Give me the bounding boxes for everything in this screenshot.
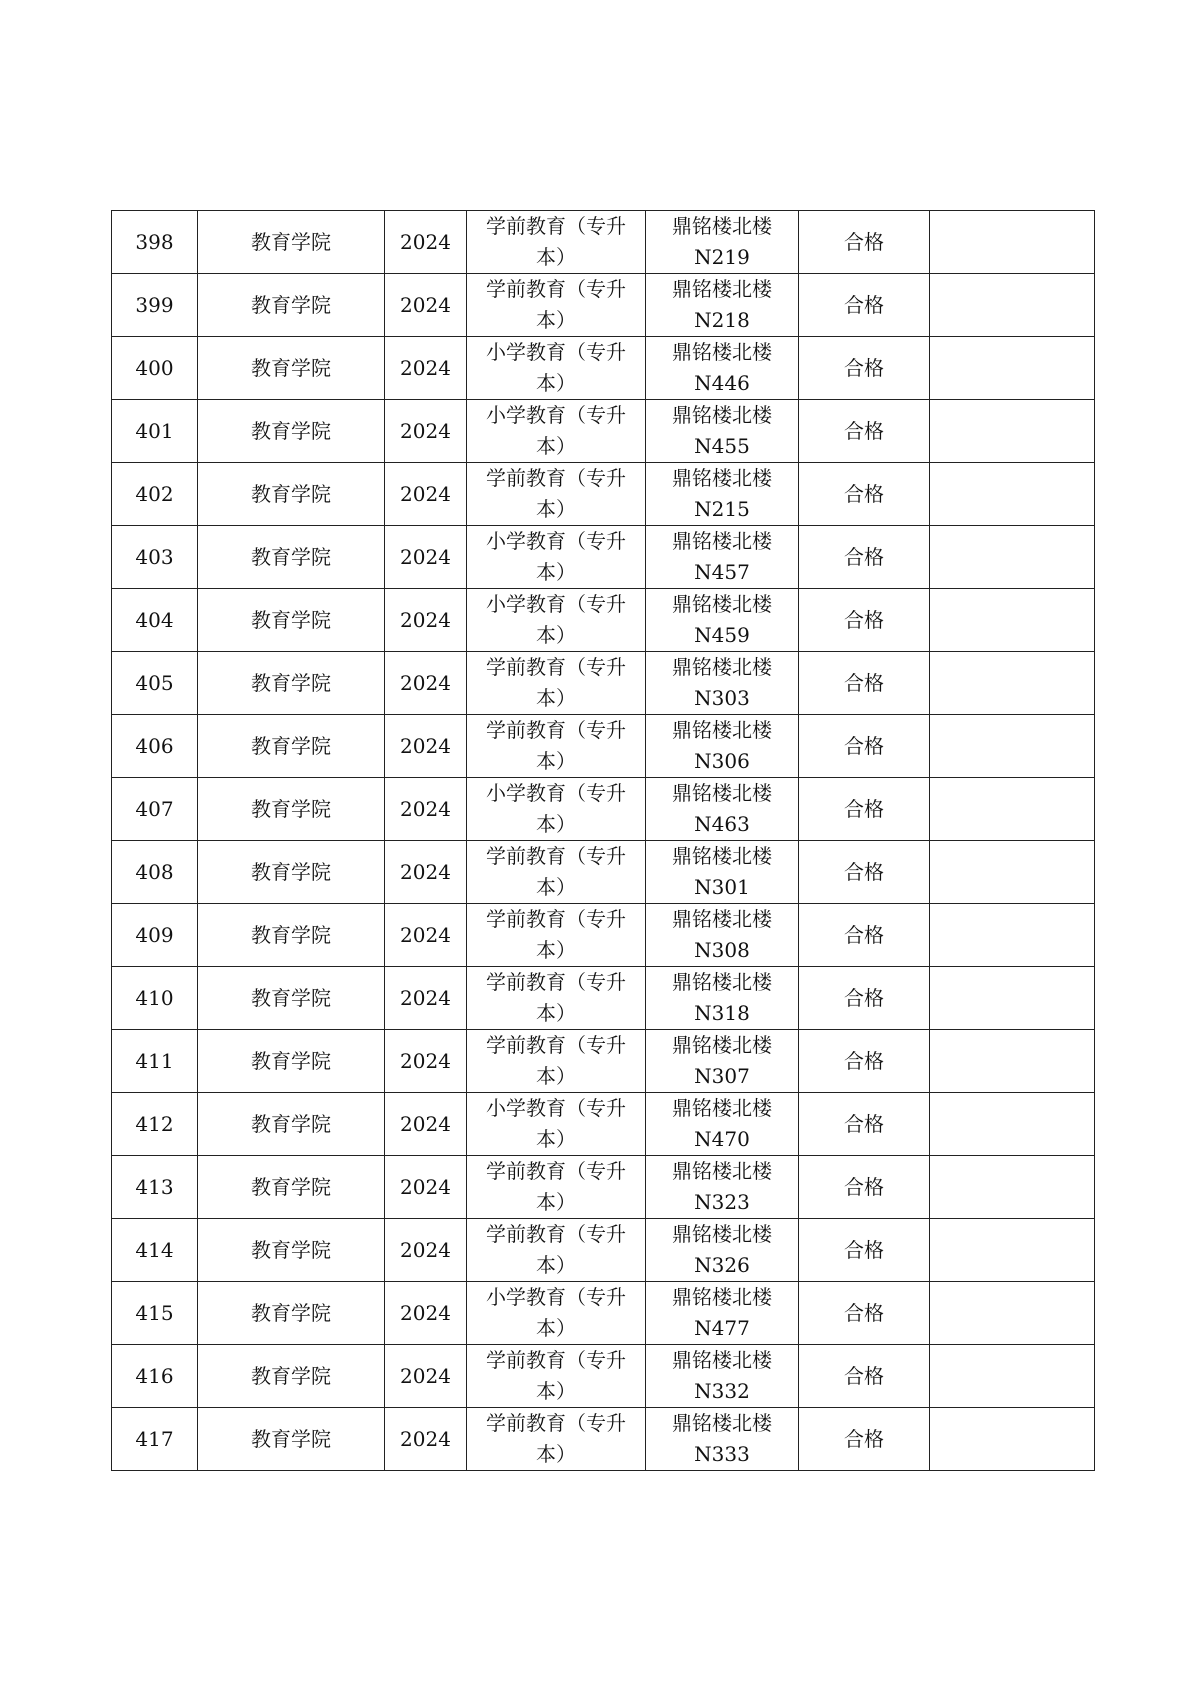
cell-major xyxy=(467,652,646,715)
cell-number: 412 xyxy=(112,1093,198,1156)
cell-room-line-2: N306 xyxy=(694,749,750,773)
cell-room xyxy=(646,1030,799,1093)
cell-major xyxy=(467,589,646,652)
cell-year: 2024 xyxy=(385,1219,467,1282)
cell-year: 2024 xyxy=(385,1093,467,1156)
cell-major xyxy=(467,904,646,967)
cell-major xyxy=(467,526,646,589)
cell-room xyxy=(646,1282,799,1345)
cell-number: 406 xyxy=(112,715,198,778)
cell-major-line-1: 学前教育（专升 xyxy=(486,1033,626,1057)
cell-year: 2024 xyxy=(385,1408,467,1471)
cell-note xyxy=(930,1093,1095,1156)
cell-note xyxy=(930,778,1095,841)
cell-room xyxy=(646,904,799,967)
cell-note xyxy=(930,1156,1095,1219)
cell-result: 合格 xyxy=(799,274,930,337)
cell-room-line-1: 鼎铭楼北楼 xyxy=(672,1411,772,1435)
cell-major-line-2: 本） xyxy=(536,1127,576,1151)
table-row xyxy=(112,1156,1095,1219)
cell-room-line-1: 鼎铭楼北楼 xyxy=(672,529,772,553)
cell-major-line-1: 小学教育（专升 xyxy=(486,529,626,553)
table-row xyxy=(112,526,1095,589)
cell-major-line-2: 本） xyxy=(536,1316,576,1340)
cell-room-line-2: N301 xyxy=(694,875,750,899)
cell-room xyxy=(646,589,799,652)
cell-college: 教育学院 xyxy=(198,1156,385,1219)
cell-major xyxy=(467,967,646,1030)
cell-room xyxy=(646,337,799,400)
table-row xyxy=(112,904,1095,967)
cell-year: 2024 xyxy=(385,211,467,274)
cell-major-line-1: 学前教育（专升 xyxy=(486,466,626,490)
table-row xyxy=(112,967,1095,1030)
cell-result: 合格 xyxy=(799,400,930,463)
table-row xyxy=(112,715,1095,778)
cell-major-line-1: 学前教育（专升 xyxy=(486,907,626,931)
cell-major-line-1: 小学教育（专升 xyxy=(486,592,626,616)
cell-room xyxy=(646,715,799,778)
cell-year: 2024 xyxy=(385,1282,467,1345)
cell-major xyxy=(467,337,646,400)
table-row xyxy=(112,1345,1095,1408)
cell-room-line-1: 鼎铭楼北楼 xyxy=(672,907,772,931)
cell-number: 404 xyxy=(112,589,198,652)
cell-note xyxy=(930,1030,1095,1093)
cell-room-line-2: N470 xyxy=(694,1127,750,1151)
cell-major xyxy=(467,1219,646,1282)
cell-major xyxy=(467,1030,646,1093)
cell-number: 401 xyxy=(112,400,198,463)
cell-major-line-2: 本） xyxy=(536,308,576,332)
cell-note xyxy=(930,274,1095,337)
table-row xyxy=(112,841,1095,904)
cell-room-line-1: 鼎铭楼北楼 xyxy=(672,1033,772,1057)
cell-room-line-1: 鼎铭楼北楼 xyxy=(672,466,772,490)
cell-room-line-1: 鼎铭楼北楼 xyxy=(672,592,772,616)
table-row xyxy=(112,1219,1095,1282)
cell-year: 2024 xyxy=(385,400,467,463)
cell-result: 合格 xyxy=(799,1282,930,1345)
cell-room-line-1: 鼎铭楼北楼 xyxy=(672,340,772,364)
cell-room-line-1: 鼎铭楼北楼 xyxy=(672,970,772,994)
cell-number: 408 xyxy=(112,841,198,904)
cell-note xyxy=(930,337,1095,400)
cell-college: 教育学院 xyxy=(198,400,385,463)
cell-number: 410 xyxy=(112,967,198,1030)
cell-number: 415 xyxy=(112,1282,198,1345)
cell-result: 合格 xyxy=(799,904,930,967)
cell-major-line-2: 本） xyxy=(536,875,576,899)
cell-major-line-1: 学前教育（专升 xyxy=(486,844,626,868)
cell-year: 2024 xyxy=(385,841,467,904)
cell-room-line-2: N323 xyxy=(694,1190,750,1214)
cell-major-line-2: 本） xyxy=(536,749,576,773)
table-row xyxy=(112,400,1095,463)
cell-note xyxy=(930,211,1095,274)
cell-result: 合格 xyxy=(799,463,930,526)
cell-room-line-2: N326 xyxy=(694,1253,750,1277)
cell-year: 2024 xyxy=(385,1156,467,1219)
cell-result: 合格 xyxy=(799,1345,930,1408)
cell-result: 合格 xyxy=(799,1030,930,1093)
cell-room xyxy=(646,1408,799,1471)
cell-college: 教育学院 xyxy=(198,1345,385,1408)
cell-room xyxy=(646,274,799,337)
cell-room-line-2: N477 xyxy=(694,1316,750,1340)
cell-room-line-2: N459 xyxy=(694,623,750,647)
cell-room-line-2: N218 xyxy=(694,308,750,332)
cell-note xyxy=(930,1345,1095,1408)
cell-major-line-2: 本） xyxy=(536,1064,576,1088)
cell-number: 414 xyxy=(112,1219,198,1282)
cell-college: 教育学院 xyxy=(198,337,385,400)
cell-major-line-2: 本） xyxy=(536,1190,576,1214)
cell-room xyxy=(646,1219,799,1282)
cell-college: 教育学院 xyxy=(198,778,385,841)
cell-college: 教育学院 xyxy=(198,274,385,337)
cell-major-line-1: 学前教育（专升 xyxy=(486,1222,626,1246)
cell-major-line-2: 本） xyxy=(536,623,576,647)
cell-major-line-2: 本） xyxy=(536,434,576,458)
cell-note xyxy=(930,1408,1095,1471)
cell-result: 合格 xyxy=(799,715,930,778)
cell-college: 教育学院 xyxy=(198,1093,385,1156)
table-row xyxy=(112,778,1095,841)
cell-year: 2024 xyxy=(385,463,467,526)
cell-note xyxy=(930,652,1095,715)
cell-college: 教育学院 xyxy=(198,841,385,904)
cell-room-line-2: N303 xyxy=(694,686,750,710)
cell-major-line-1: 小学教育（专升 xyxy=(486,781,626,805)
cell-major-line-2: 本） xyxy=(536,560,576,584)
cell-room-line-1: 鼎铭楼北楼 xyxy=(672,1348,772,1372)
cell-major-line-2: 本） xyxy=(536,686,576,710)
cell-major xyxy=(467,1345,646,1408)
cell-major xyxy=(467,1156,646,1219)
cell-room-line-2: N457 xyxy=(694,560,750,584)
table-row xyxy=(112,337,1095,400)
cell-college: 教育学院 xyxy=(198,715,385,778)
cell-year: 2024 xyxy=(385,589,467,652)
cell-note xyxy=(930,1282,1095,1345)
cell-room-line-2: N318 xyxy=(694,1001,750,1025)
cell-major-line-2: 本） xyxy=(536,1442,576,1466)
cell-major xyxy=(467,211,646,274)
cell-major-line-2: 本） xyxy=(536,1379,576,1403)
cell-room xyxy=(646,400,799,463)
cell-major-line-2: 本） xyxy=(536,497,576,521)
cell-number: 399 xyxy=(112,274,198,337)
cell-year: 2024 xyxy=(385,1030,467,1093)
cell-major-line-1: 学前教育（专升 xyxy=(486,970,626,994)
cell-result: 合格 xyxy=(799,652,930,715)
cell-result: 合格 xyxy=(799,337,930,400)
cell-note xyxy=(930,463,1095,526)
cell-major-line-2: 本） xyxy=(536,1253,576,1277)
cell-college: 教育学院 xyxy=(198,1282,385,1345)
cell-result: 合格 xyxy=(799,778,930,841)
cell-major-line-1: 小学教育（专升 xyxy=(486,340,626,364)
cell-major-line-1: 学前教育（专升 xyxy=(486,1411,626,1435)
cell-room-line-1: 鼎铭楼北楼 xyxy=(672,1222,772,1246)
cell-major xyxy=(467,463,646,526)
cell-college: 教育学院 xyxy=(198,1219,385,1282)
table-row xyxy=(112,1093,1095,1156)
cell-major-line-2: 本） xyxy=(536,1001,576,1025)
cell-major-line-1: 学前教育（专升 xyxy=(486,214,626,238)
cell-room-line-1: 鼎铭楼北楼 xyxy=(672,403,772,427)
cell-year: 2024 xyxy=(385,715,467,778)
cell-major xyxy=(467,778,646,841)
cell-room xyxy=(646,1345,799,1408)
cell-major-line-2: 本） xyxy=(536,812,576,836)
table-row xyxy=(112,589,1095,652)
cell-number: 417 xyxy=(112,1408,198,1471)
cell-room-line-2: N463 xyxy=(694,812,750,836)
cell-major-line-1: 学前教育（专升 xyxy=(486,718,626,742)
cell-room-line-1: 鼎铭楼北楼 xyxy=(672,1285,772,1309)
cell-year: 2024 xyxy=(385,652,467,715)
table-row xyxy=(112,652,1095,715)
cell-room-line-2: N219 xyxy=(694,245,750,269)
cell-room xyxy=(646,778,799,841)
cell-result: 合格 xyxy=(799,1219,930,1282)
cell-note xyxy=(930,589,1095,652)
cell-result: 合格 xyxy=(799,967,930,1030)
cell-room-line-1: 鼎铭楼北楼 xyxy=(672,1096,772,1120)
cell-college: 教育学院 xyxy=(198,1408,385,1471)
cell-year: 2024 xyxy=(385,1345,467,1408)
cell-room-line-1: 鼎铭楼北楼 xyxy=(672,718,772,742)
cell-major-line-1: 小学教育（专升 xyxy=(486,1096,626,1120)
table-row xyxy=(112,463,1095,526)
cell-note xyxy=(930,841,1095,904)
table-row xyxy=(112,1408,1095,1471)
cell-major xyxy=(467,1408,646,1471)
cell-college: 教育学院 xyxy=(198,904,385,967)
cell-major-line-2: 本） xyxy=(536,938,576,962)
cell-room-line-1: 鼎铭楼北楼 xyxy=(672,844,772,868)
cell-major-line-1: 学前教育（专升 xyxy=(486,1159,626,1183)
cell-college: 教育学院 xyxy=(198,652,385,715)
cell-result: 合格 xyxy=(799,1093,930,1156)
records-table-body xyxy=(112,211,1095,1471)
cell-number: 407 xyxy=(112,778,198,841)
cell-number: 413 xyxy=(112,1156,198,1219)
cell-year: 2024 xyxy=(385,904,467,967)
cell-note xyxy=(930,526,1095,589)
cell-number: 411 xyxy=(112,1030,198,1093)
cell-room-line-1: 鼎铭楼北楼 xyxy=(672,277,772,301)
cell-major xyxy=(467,1282,646,1345)
cell-year: 2024 xyxy=(385,526,467,589)
cell-room xyxy=(646,841,799,904)
cell-room xyxy=(646,211,799,274)
cell-note xyxy=(930,1219,1095,1282)
cell-year: 2024 xyxy=(385,337,467,400)
cell-major-line-1: 学前教育（专升 xyxy=(486,1348,626,1372)
cell-room xyxy=(646,652,799,715)
cell-room-line-2: N215 xyxy=(694,497,750,521)
cell-major xyxy=(467,715,646,778)
cell-number: 400 xyxy=(112,337,198,400)
cell-note xyxy=(930,904,1095,967)
cell-major-line-1: 小学教育（专升 xyxy=(486,1285,626,1309)
cell-room-line-2: N333 xyxy=(694,1442,750,1466)
table-row xyxy=(112,274,1095,337)
cell-number: 405 xyxy=(112,652,198,715)
cell-college: 教育学院 xyxy=(198,967,385,1030)
cell-room xyxy=(646,463,799,526)
cell-major-line-1: 学前教育（专升 xyxy=(486,277,626,301)
cell-room xyxy=(646,1093,799,1156)
cell-major xyxy=(467,1093,646,1156)
cell-room-line-1: 鼎铭楼北楼 xyxy=(672,781,772,805)
records-table xyxy=(111,210,1095,1471)
cell-number: 409 xyxy=(112,904,198,967)
cell-major-line-1: 学前教育（专升 xyxy=(486,655,626,679)
cell-year: 2024 xyxy=(385,967,467,1030)
cell-result: 合格 xyxy=(799,211,930,274)
cell-result: 合格 xyxy=(799,1156,930,1219)
cell-major xyxy=(467,400,646,463)
cell-college: 教育学院 xyxy=(198,463,385,526)
table-row xyxy=(112,211,1095,274)
cell-major-line-1: 小学教育（专升 xyxy=(486,403,626,427)
cell-room-line-1: 鼎铭楼北楼 xyxy=(672,655,772,679)
cell-room-line-2: N308 xyxy=(694,938,750,962)
cell-number: 402 xyxy=(112,463,198,526)
cell-note xyxy=(930,967,1095,1030)
cell-number: 403 xyxy=(112,526,198,589)
cell-major-line-2: 本） xyxy=(536,371,576,395)
cell-result: 合格 xyxy=(799,589,930,652)
cell-major xyxy=(467,274,646,337)
cell-college: 教育学院 xyxy=(198,526,385,589)
cell-major-line-2: 本） xyxy=(536,245,576,269)
cell-number: 416 xyxy=(112,1345,198,1408)
cell-room-line-2: N332 xyxy=(694,1379,750,1403)
cell-major xyxy=(467,841,646,904)
cell-result: 合格 xyxy=(799,841,930,904)
table-row xyxy=(112,1030,1095,1093)
cell-room-line-1: 鼎铭楼北楼 xyxy=(672,1159,772,1183)
cell-result: 合格 xyxy=(799,1408,930,1471)
cell-room xyxy=(646,967,799,1030)
cell-college: 教育学院 xyxy=(198,1030,385,1093)
cell-note xyxy=(930,715,1095,778)
table-row xyxy=(112,1282,1095,1345)
cell-room-line-1: 鼎铭楼北楼 xyxy=(672,214,772,238)
cell-result: 合格 xyxy=(799,526,930,589)
cell-room xyxy=(646,526,799,589)
cell-year: 2024 xyxy=(385,778,467,841)
cell-room-line-2: N446 xyxy=(694,371,750,395)
cell-room-line-2: N455 xyxy=(694,434,750,458)
cell-year: 2024 xyxy=(385,274,467,337)
cell-college: 教育学院 xyxy=(198,589,385,652)
cell-note xyxy=(930,400,1095,463)
cell-room xyxy=(646,1156,799,1219)
cell-college: 教育学院 xyxy=(198,211,385,274)
cell-number: 398 xyxy=(112,211,198,274)
cell-room-line-2: N307 xyxy=(694,1064,750,1088)
